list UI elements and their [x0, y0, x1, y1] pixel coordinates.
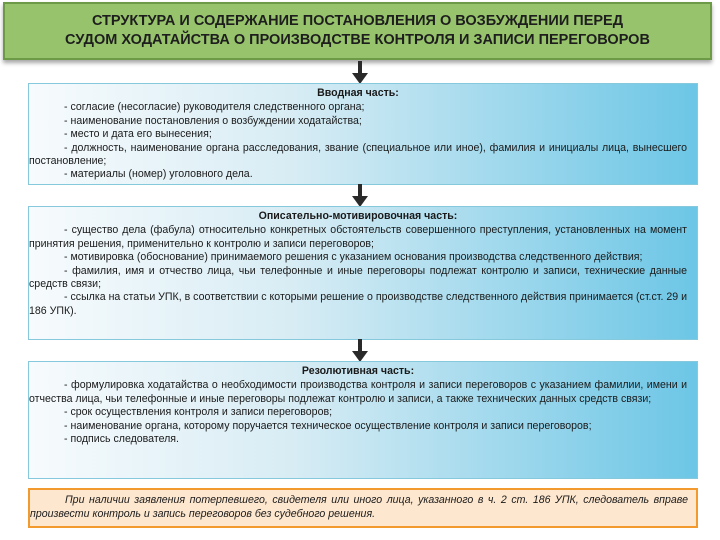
page-title: СТРУКТУРА И СОДЕРЖАНИЕ ПОСТАНОВЛЕНИЯ О ВОЗБУЖДЕНИИ ПЕРЕД СУДОМ ХОДАТАЙСТВА О ПРОИЗВОДСТВЕ КОНТРОЛЯ И ЗАПИСИ ПЕРЕГОВОРОВ [65, 13, 650, 48]
section-line: - ссылка на статьи УПК, в соответствии с которыми решение о производстве следственного действия принимается (ст.ст. 29 и 186 УПК). [29, 291, 687, 317]
section-line: - материалы (номер) уголовного дела. [64, 168, 253, 181]
section-heading: Вводная часть: [317, 87, 399, 99]
section-line: - место и дата его вынесения; [64, 128, 212, 141]
section-introductory [28, 83, 698, 185]
section-heading: Резолютивная часть: [301, 365, 415, 377]
arrow-down-icon [350, 184, 370, 208]
arrow-down-icon [350, 61, 370, 85]
note-text: При наличии заявления потерпевшего, свидетеля или иного лица, указанного в ч. 2 ст. 186 УПК, следователь вправе произвести контроль и запись переговоров без судебного решения. [30, 494, 688, 520]
section-heading: Описательно-мотивировочная часть: [258, 210, 458, 222]
section-line: - подпись следователя. [64, 433, 179, 446]
section-line: - должность, наименование органа расследования, звание (специальное или иное), фамилия и инициалы лица, вынесшего постановление; [29, 141, 687, 168]
section-line: - наименование постановления о возбуждении ходатайства; [64, 114, 362, 127]
section-descriptive [28, 206, 698, 340]
section-line: - фамилия, имя и отчество лица, чьи телефонные и иные переговоры подлежат контролю и записи, технические данные средств связи; [29, 264, 687, 291]
section-line: - мотивировка (обоснование) принимаемого решения с указанием основания производства следственного действия; [64, 251, 643, 264]
section-line: - формулировка ходатайства о необходимости производства контроля и записи переговоров с указанием фамилии, имени и отчества лица, чьи телефонные и иные переговоры подлежат контролю и записи, а также технических данных средств связи; [29, 379, 687, 405]
section-line: - срок осуществления контроля и записи переговоров; [64, 406, 333, 419]
section-line: - существо дела (фабула) относительно конкретных обстоятельств совершенного преступления, установленных на момент принятия решения, применительно к контролю и записи переговоров; [29, 224, 687, 250]
title-banner [3, 2, 712, 60]
arrow-down-icon [350, 339, 370, 363]
note-box [28, 488, 698, 528]
section-line: - согласие (несогласие) руководителя следственного органа; [64, 101, 365, 114]
section-resolutive [28, 361, 698, 479]
section-line: - наименование органа, которому поручается техническое осуществление контроля и записи переговоров; [64, 419, 592, 432]
